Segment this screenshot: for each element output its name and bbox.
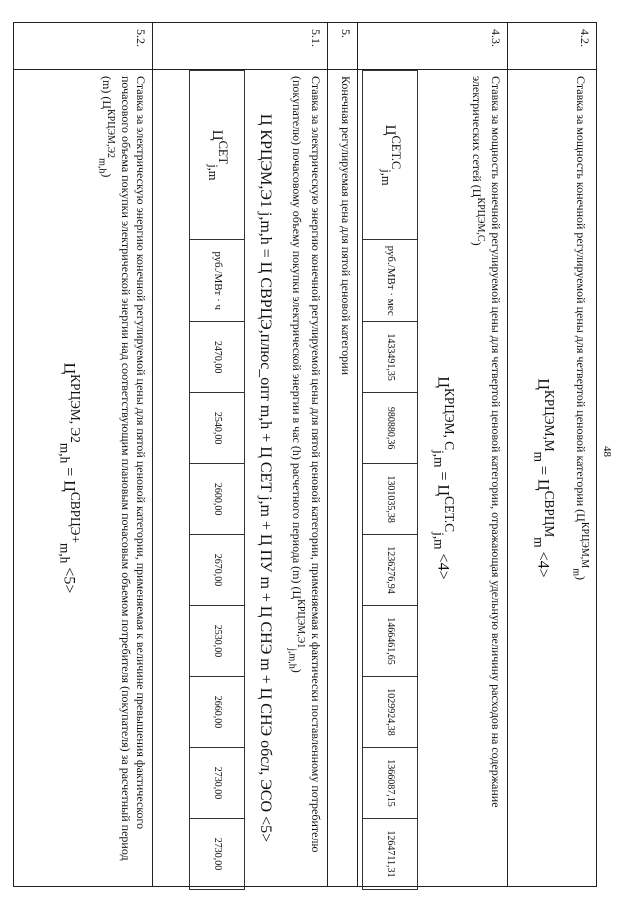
row-5 <box>328 23 358 887</box>
row-content <box>14 70 153 887</box>
value-cell: 1264711,31 <box>363 818 418 889</box>
values-row <box>363 71 418 890</box>
value-cell: 2540,00 <box>190 393 245 464</box>
value-unit: руб./МВт · мес <box>363 240 418 322</box>
row-5-1 <box>153 23 328 887</box>
row-description: Ставка за электрическую энергию конечной регулируемой цены для пятой ценовой категории, применяемая к фактически поставленному потребителю (покупателю) почасовому объему покупки электрической энергии в час (h) расчетного периода (m) $(Ц^{КРЦЭМ,Э1}_{j,m,h})$ <box>287 76 324 853</box>
row-heading: Конечная регулируемая цена для пятой ценовой категории <box>328 70 358 887</box>
formula: $Ц^{КРЦЭМ, Э2}_{m,h} = Ц^{СВРЦЭ+}_{m,h} <5>$ <box>57 362 84 594</box>
values-table-4-3 <box>362 70 418 890</box>
value-label: $Ц^{СЕТ.С}_{j,m}$ <box>363 71 418 240</box>
value-cell: 1433491,35 <box>363 322 418 393</box>
value-cell: 2530,00 <box>190 606 245 677</box>
value-cell: 1029924,38 <box>363 676 418 747</box>
formula: $Ц^{КРЦЭМ,М}_m = Ц^{СВРЦМ}_m <4>$ <box>531 378 557 578</box>
value-cell: 1366087,15 <box>363 747 418 818</box>
row-4-2 <box>508 23 597 887</box>
value-label: $Ц^{СЕТ}_{j,m}$ <box>190 71 245 240</box>
row-number: 4.3. <box>358 23 508 70</box>
row-5-2 <box>14 23 153 887</box>
value-cell: 1466461,65 <box>363 606 418 677</box>
row-description: Ставка за электрическую энергию конечной регулируемой цены для пятой ценовой категории, применяемая к величине превышения фактического почасового объема покупки электрической энергии над соответствующим плановым почасовым объемом потребителя (покупателя) за расчетный период (m) $(Ц^{КРЦЭМ,Э2}_{m,h})$ <box>97 76 149 861</box>
value-cell: 2470,00 <box>190 322 245 393</box>
formula: $Ц^{КРЦЭМ, С}_{j,m} = Ц^{СЕТ.С}_{j,m} <4>$ <box>431 376 457 580</box>
row-content <box>153 70 328 887</box>
formula: Ц КРЦЭМ,Э1 j,m,h = Ц СВРЦЭ,плюс_опт m,h + Ц СЕТ j,m + Ц ПУ m + Ц СНЭ m + Ц СНЭ обсл, ЭСО <5> <box>257 113 275 843</box>
row-number: 5.1. <box>153 23 328 70</box>
row-description: Ставка за мощность конечной регулируемой цены для четвертой ценовой категории $(Ц^{КРЦЭМ,М}_m)$ <box>570 76 590 580</box>
values-table-5-1 <box>189 70 245 890</box>
value-cell: 980880,36 <box>363 393 418 464</box>
value-cell: 1301035,38 <box>363 464 418 535</box>
value-cell: 1236276,94 <box>363 535 418 606</box>
row-content <box>358 70 508 887</box>
rotated-page <box>15 22 615 887</box>
value-cell: 2660,00 <box>190 676 245 747</box>
value-cell: 2730,00 <box>190 818 245 889</box>
value-cell: 2730,00 <box>190 747 245 818</box>
value-cell: 2670,00 <box>190 535 245 606</box>
row-number: 5. <box>328 23 358 70</box>
row-number: 4.2. <box>508 23 597 70</box>
tariff-table <box>13 22 597 887</box>
row-content <box>508 70 597 887</box>
row-4-3 <box>358 23 508 887</box>
values-row <box>190 71 245 890</box>
row-number: 5.2. <box>14 23 153 70</box>
page-number: 48 <box>601 446 613 457</box>
value-cell: 2600,00 <box>190 464 245 535</box>
value-unit: руб./МВт · ч <box>190 240 245 322</box>
row-description: Ставка за мощность конечной регулируемой цены для четвертой ценовой категории, отражающая удельную величину расходов на содержание электрических сетей $(Ц^{КРЦЭМ,С})$ <box>470 76 503 808</box>
